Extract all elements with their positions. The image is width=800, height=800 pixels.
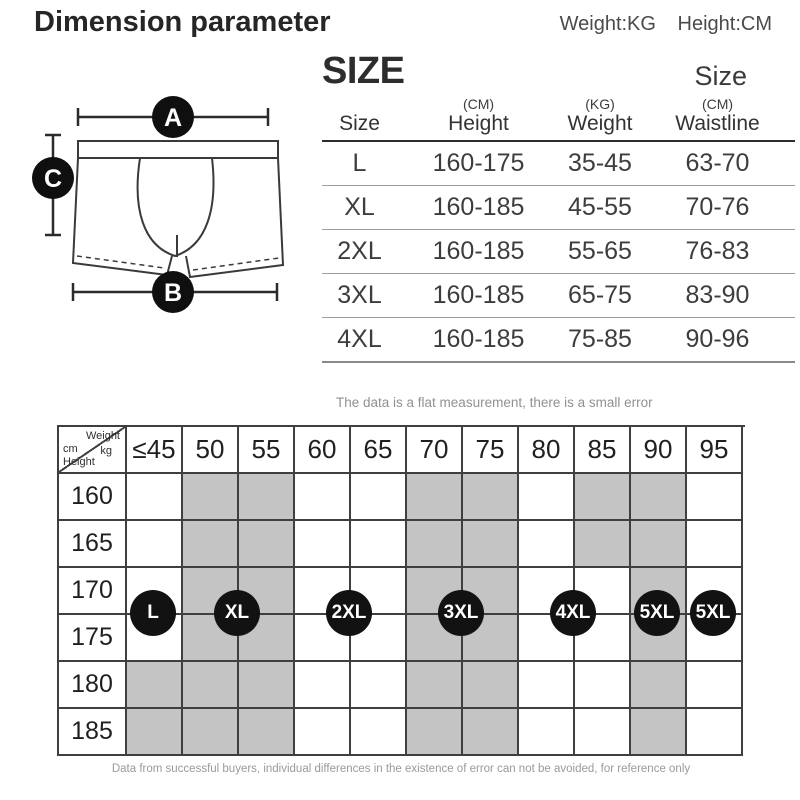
matrix-cell [631, 709, 687, 756]
matrix-weight-header: 55 [239, 427, 295, 474]
matrix-weight-header: ≤45 [127, 427, 183, 474]
matrix-cell [351, 474, 407, 521]
weight-unit-label: Weight:KG [559, 13, 656, 35]
size-table-header [322, 96, 795, 142]
boxer-outline [73, 141, 283, 277]
matrix-weight-header: 95 [687, 427, 743, 474]
table-cell: 160-185 [432, 281, 525, 309]
column-label: Waistline [675, 112, 760, 135]
matrix-cell [631, 521, 687, 568]
matrix-weight-header: 70 [407, 427, 463, 474]
size-circle: L [130, 590, 176, 636]
width-marker-a [78, 96, 268, 138]
table-cell: 90-96 [685, 325, 750, 353]
matrix-height-header: 180 [59, 662, 127, 709]
table-row [322, 274, 795, 318]
matrix-cell [687, 709, 743, 756]
matrix-cell [463, 662, 519, 709]
table-row [322, 186, 795, 230]
matrix-cell [519, 662, 575, 709]
size-table-section [322, 40, 795, 410]
matrix-cell [183, 521, 239, 568]
table-row [322, 142, 795, 186]
table-cell: 75-85 [568, 325, 632, 353]
size-circle: 5XL [634, 590, 680, 636]
height-weight-matrix [57, 425, 745, 758]
matrix-cell [295, 662, 351, 709]
table-cell: L [352, 149, 367, 177]
table-cell: 160-185 [432, 193, 525, 221]
column-label: Height [448, 112, 509, 135]
table-row [322, 230, 795, 274]
matrix-cell [463, 521, 519, 568]
matrix-cell [351, 662, 407, 709]
column-unit: (CM) [701, 96, 734, 112]
matrix-cell [519, 521, 575, 568]
matrix-height-header: 165 [59, 521, 127, 568]
matrix-cell [351, 521, 407, 568]
matrix-cell [631, 474, 687, 521]
matrix-cell [575, 474, 631, 521]
size-table-note: The data is a flat measurement, there is a small error [336, 395, 653, 410]
matrix-cell [463, 709, 519, 756]
matrix-weight-header: 65 [351, 427, 407, 474]
size-table-column-header [397, 96, 560, 136]
matrix-cell [127, 709, 183, 756]
table-cell: 160-185 [432, 325, 525, 353]
matrix-height-header: 170 [59, 568, 127, 615]
table-cell: 3XL [337, 281, 382, 309]
matrix-cell [239, 521, 295, 568]
size-table-column-header [560, 96, 640, 136]
matrix-cell [351, 709, 407, 756]
matrix-cell [183, 709, 239, 756]
size-table-column-header [322, 96, 397, 136]
matrix-cell [631, 662, 687, 709]
matrix-cell [239, 474, 295, 521]
column-unit: (CM) [462, 96, 495, 112]
table-cell: 70-76 [685, 193, 750, 221]
matrix-cell [407, 709, 463, 756]
matrix-cell [687, 521, 743, 568]
matrix-cell [183, 474, 239, 521]
height-unit-label: Height:CM [677, 13, 772, 35]
units-label [560, 13, 772, 36]
matrix-cell [295, 521, 351, 568]
size-table-title: SIZE [322, 50, 405, 92]
matrix-cell [239, 662, 295, 709]
matrix-cell [575, 521, 631, 568]
matrix-cell [127, 521, 183, 568]
size-circle: 2XL [326, 590, 372, 636]
matrix-cell [519, 709, 575, 756]
marker-c-label: C [43, 165, 63, 193]
table-cell: 35-45 [568, 149, 632, 177]
matrix-cell [407, 474, 463, 521]
bottom-marker-b [73, 271, 277, 313]
page-title: Dimension parameter [34, 6, 331, 38]
table-cell: 65-75 [568, 281, 632, 309]
matrix-weight-header: 80 [519, 427, 575, 474]
matrix-cell [183, 662, 239, 709]
matrix-cell [407, 521, 463, 568]
marker-a-label: A [163, 104, 183, 132]
matrix-height-header: 185 [59, 709, 127, 756]
size-circle: XL [214, 590, 260, 636]
table-cell: 160-185 [432, 237, 525, 265]
matrix-weight-header: 60 [295, 427, 351, 474]
matrix-weight-header: 75 [463, 427, 519, 474]
table-cell: XL [344, 193, 375, 221]
size-circle: 3XL [438, 590, 484, 636]
table-cell: 160-175 [432, 149, 525, 177]
size-table-body [322, 142, 795, 363]
table-cell: 83-90 [685, 281, 750, 309]
table-cell: 4XL [337, 325, 382, 353]
marker-b-label: B [163, 279, 183, 307]
matrix-cell [407, 662, 463, 709]
corner-weight-label: Weight [85, 430, 120, 442]
matrix-cell [463, 474, 519, 521]
matrix-cell [575, 662, 631, 709]
matrix-height-header: 175 [59, 615, 127, 662]
table-cell: 63-70 [685, 149, 750, 177]
column-unit [322, 96, 397, 112]
matrix-weight-header: 50 [183, 427, 239, 474]
matrix-height-header: 160 [59, 474, 127, 521]
matrix-weight-header: 85 [575, 427, 631, 474]
size-circle: 5XL [690, 590, 736, 636]
matrix-cell [687, 474, 743, 521]
matrix-cell [295, 709, 351, 756]
size-table-column-header [640, 96, 795, 136]
table-cell: 2XL [337, 237, 382, 265]
matrix-cell [575, 709, 631, 756]
table-row [322, 318, 795, 363]
corner-height-label: Height [63, 456, 95, 468]
boxer-shorts-diagram [20, 60, 320, 320]
table-cell: 76-83 [685, 237, 750, 265]
matrix-cell [519, 474, 575, 521]
size-circle: 4XL [550, 590, 596, 636]
matrix-cell [687, 662, 743, 709]
matrix-corner-cell [59, 427, 127, 474]
corner-cm-label: cm [63, 443, 78, 455]
column-unit: (KG) [585, 96, 615, 112]
corner-kg-label: kg [100, 445, 112, 457]
side-marker-c [32, 135, 74, 235]
table-cell: 45-55 [568, 193, 632, 221]
matrix-cell [127, 662, 183, 709]
bottom-note: Data from successful buyers, individual differences in the existence of error can not be avoided, for reference only [111, 763, 691, 775]
size-table-subtitle: Size [694, 61, 747, 91]
matrix-cell [127, 474, 183, 521]
matrix-cell [295, 474, 351, 521]
matrix-cell [239, 709, 295, 756]
column-label: Weight [567, 112, 633, 135]
table-cell: 55-65 [568, 237, 632, 265]
column-label: Size [339, 112, 380, 135]
matrix-weight-header: 90 [631, 427, 687, 474]
